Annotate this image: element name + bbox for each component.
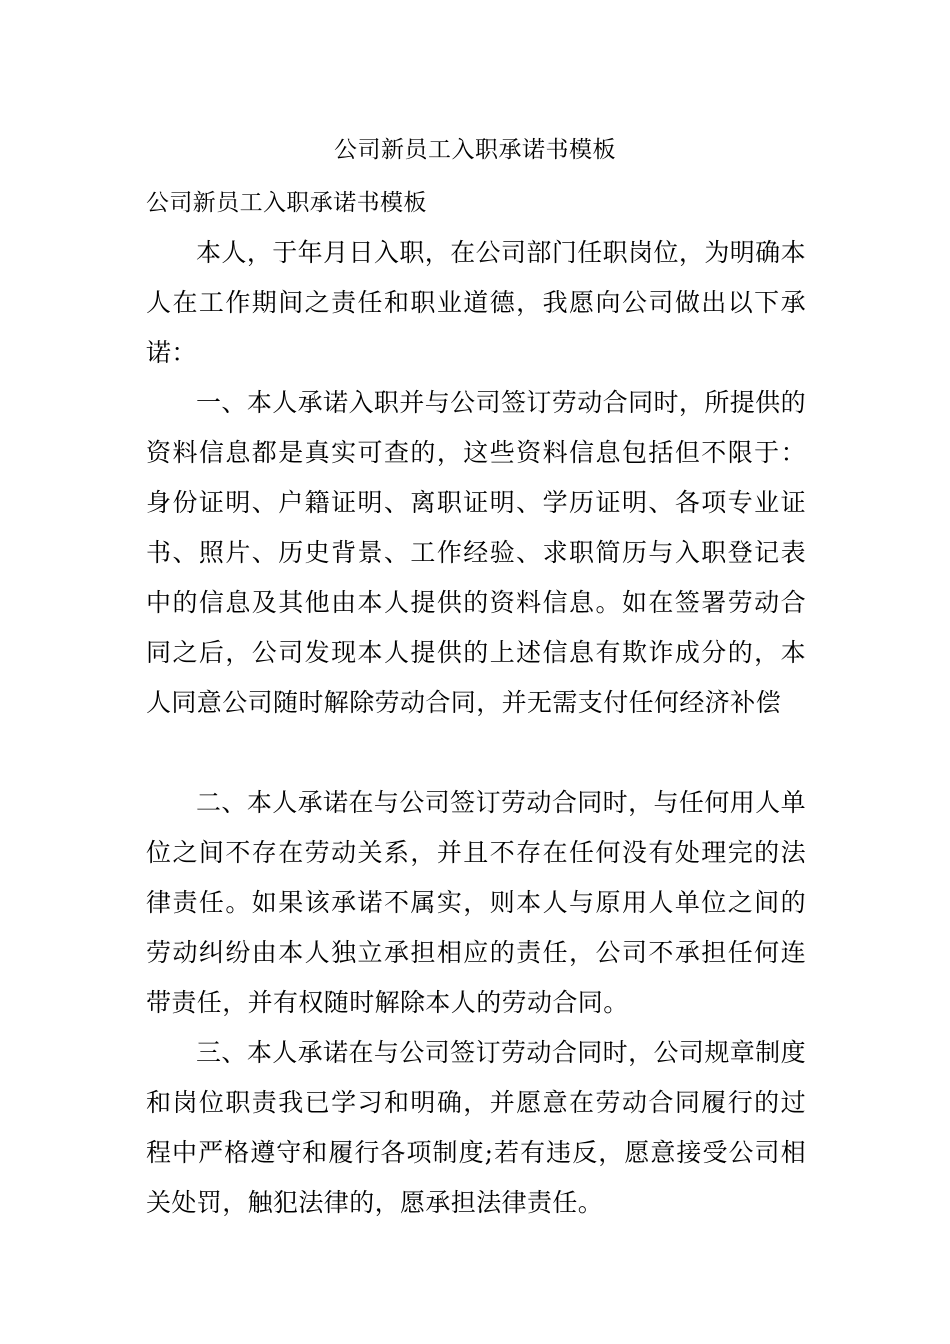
paragraph-commitment-2: 二、本人承诺在与公司签订劳动合同时，与任何用人单位之间不存在劳动关系，并且不存在任何没有处理完的法律责任。如果该承诺不属实，则本人与原用人单位之间的劳动纠纷由本人独立承担相应的责任，公司不承担任何连带责任，并有权随时解除本人的劳动合同。 [146, 788, 806, 1017]
document-body [146, 178, 806, 1228]
paragraph-commitment-3: 三、本人承诺在与公司签订劳动合同时，公司规章制度和岗位职责我已学习和明确，并愿意在劳动合同履行的过程中严格遵守和履行各项制度;若有违反，愿意接受公司相关处罚，触犯法律的，愿承担法律责任。 [146, 1038, 806, 1217]
paragraph-intro: 本人，于年月日入职，在公司部门任职岗位，为明确本人在工作期间之责任和职业道德，我愿向公司做出以下承诺： [146, 238, 806, 367]
document-subtitle: 公司新员工入职承诺书模板 [146, 190, 427, 216]
document-title: 公司新员工入职承诺书模板 [334, 137, 616, 163]
paragraph-commitment-1: 一、本人承诺入职并与公司签订劳动合同时，所提供的资料信息都是真实可查的，这些资料信息包括但不限于：身份证明、户籍证明、离职证明、学历证明、各项专业证书、照片、历史背景、工作经验、求职简历与入职登记表中的信息及其他由本人提供的资料信息。如在签署劳动合同之后，公司发现本人提供的上述信息有欺诈成分的，本人同意公司随时解除劳动合同，并无需支付任何经济补偿 [146, 388, 806, 717]
